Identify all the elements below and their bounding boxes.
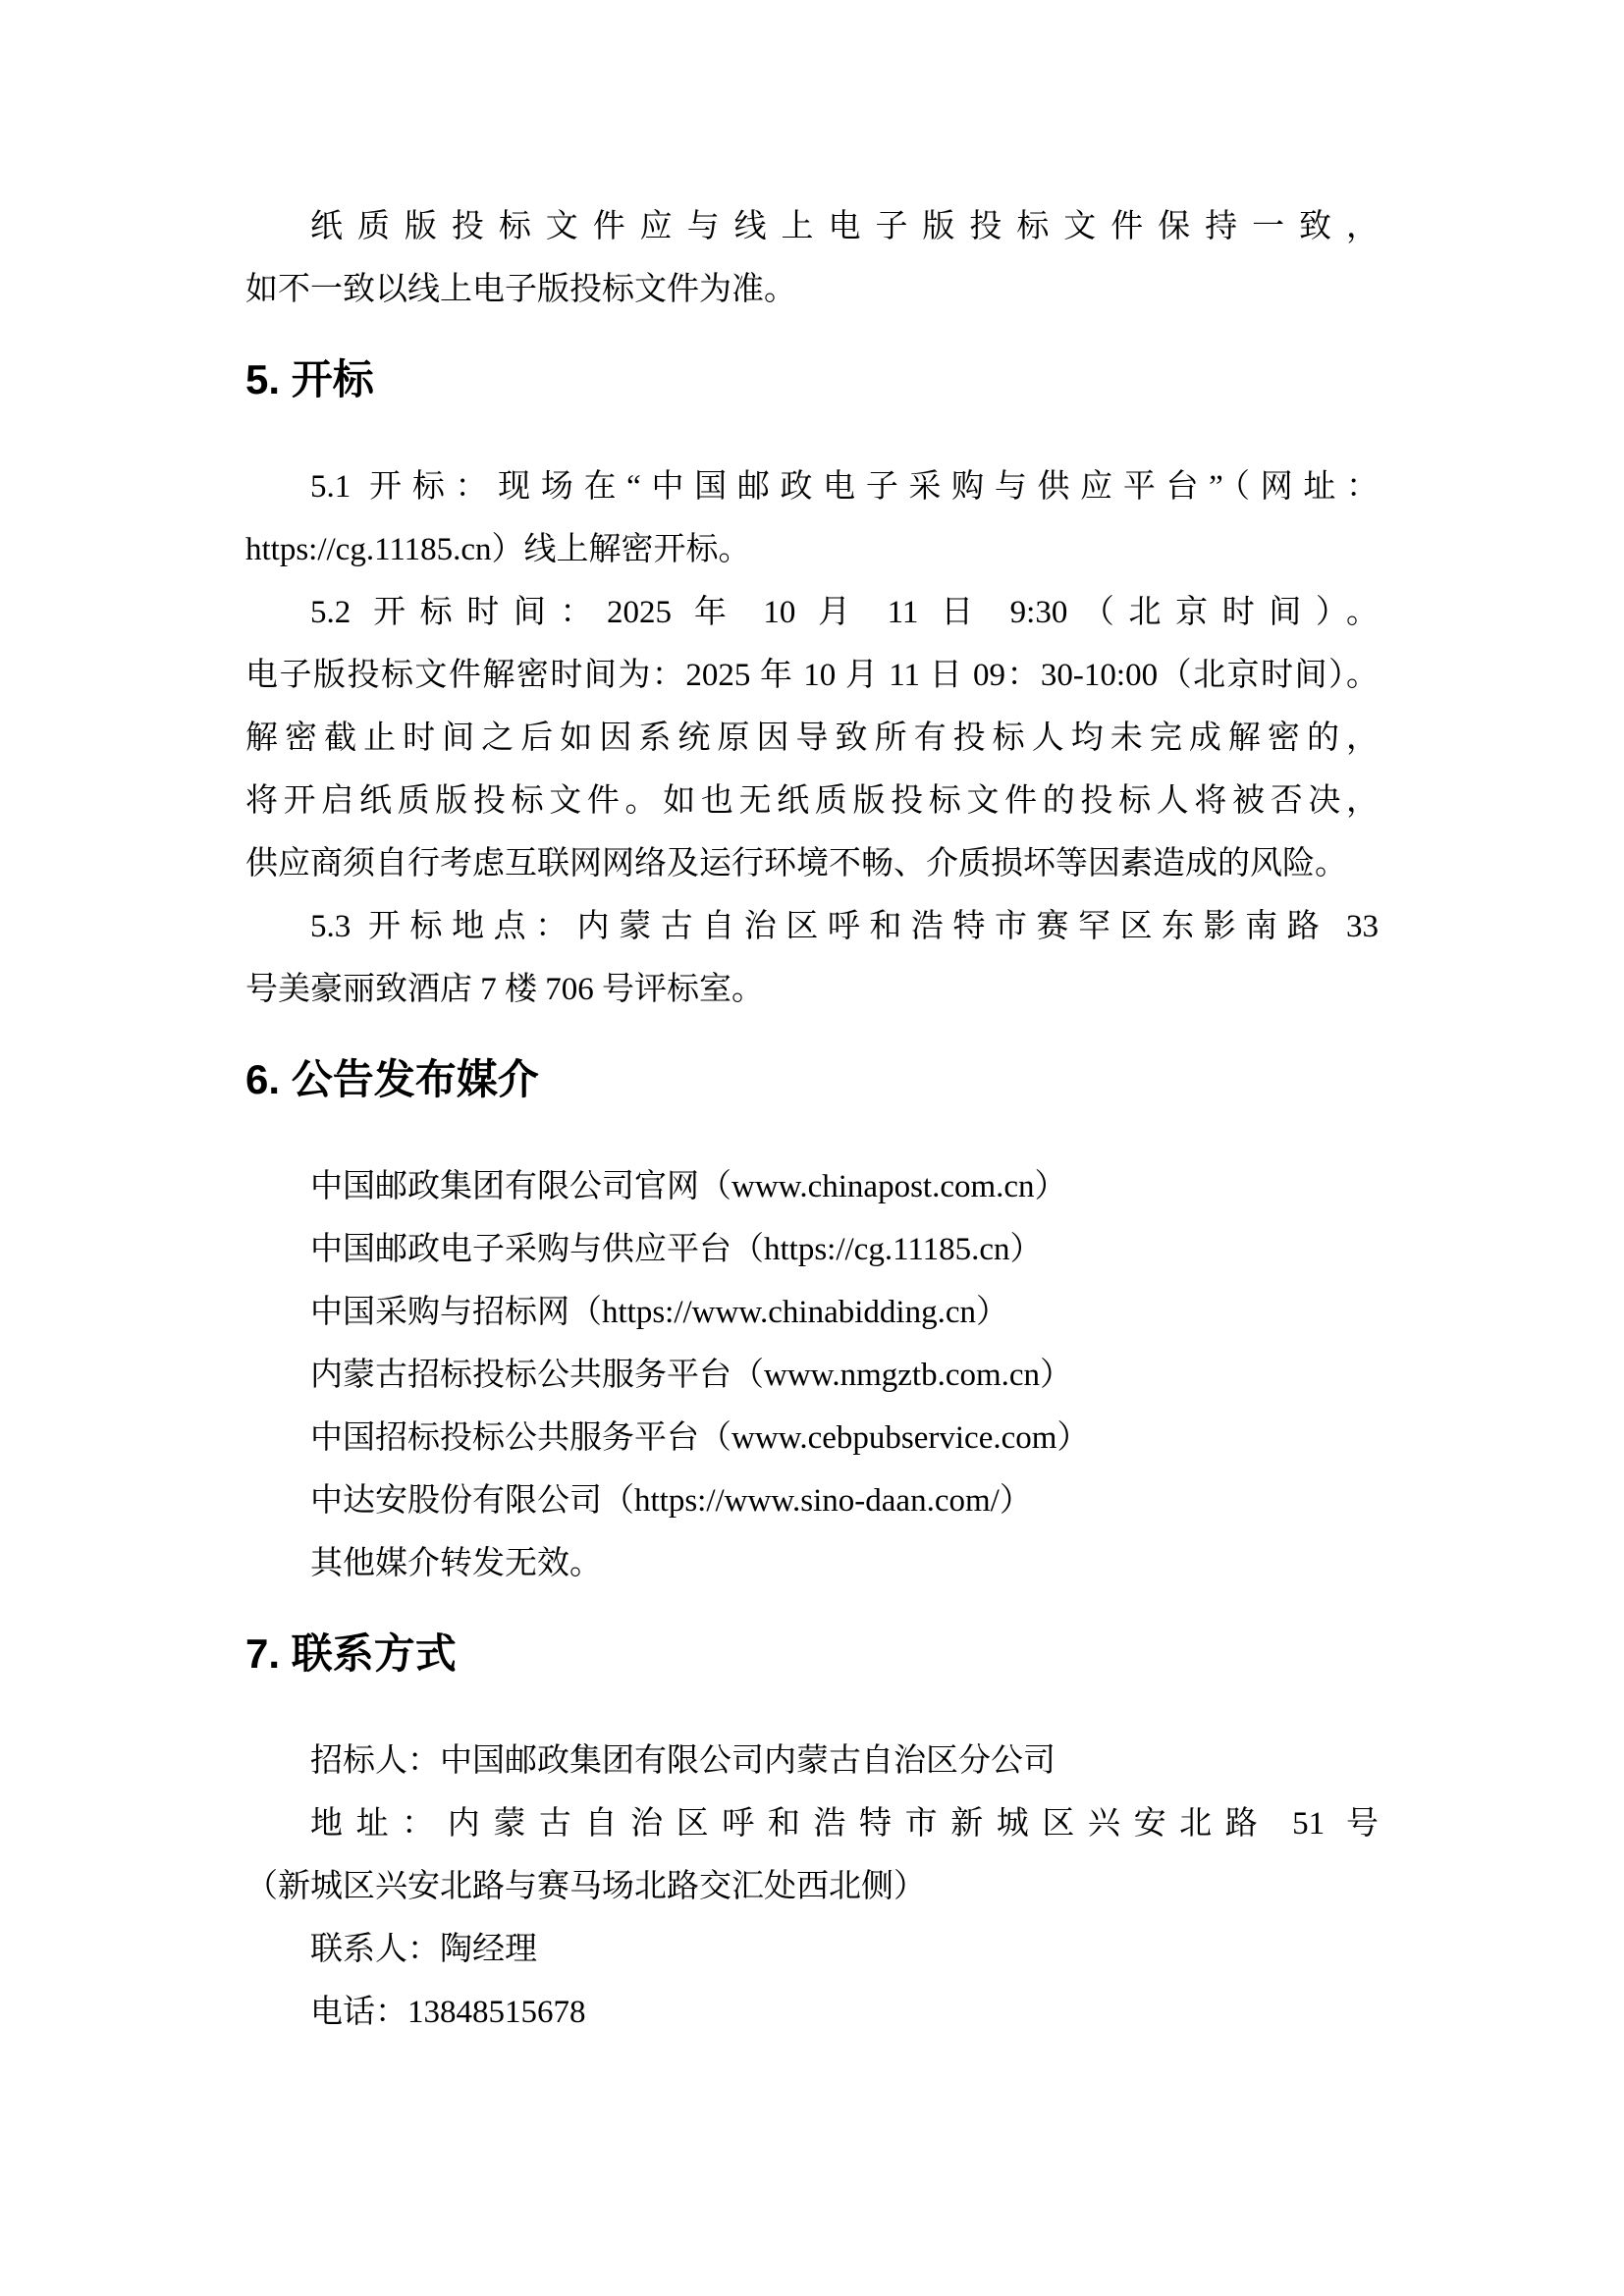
paragraph-5-3: 5.3 开标地点：内蒙古自治区呼和浩特市赛罕区东影南路 33 号美豪丽致酒店 7 楼 706 号评标室。 [245,909,1379,1007]
paragraph-5-2: 5.2 开标时间：2025 年 10 月 11 日 9:30（北京时间）。电子版投标文件解密时间为：2025 年 10 月 11 日 09：30-10:00（北京时间）。解密截止时间之后如因系统原因导致所有投标人均未完成解密的，将开启纸质版投标文件。如也无纸质版投标文件的投标人将被否决，供应商须自行考虑互联网网络及运行环境不畅、介质损坏等因素造成的风险。 [245,595,1379,881]
media-item-cebpubservice: 中国招标投标公共服务平台（www.cebpubservice.com） [310,1420,1090,1456]
contact-line-tenderer: 招标人：中国邮政集团有限公司内蒙古自治区分公司 [310,1743,1056,1779]
section7-heading: 7. 联系方式 [245,1630,457,1677]
media-note-other-invalid: 其他媒介转发无效。 [310,1546,602,1581]
contact-line-phone: 电话：13848515678 [310,1995,586,2030]
media-item-chinabidding: 中国采购与招标网（https://www.chinabidding.cn） [310,1295,1008,1330]
media-item-sino-daan: 中达安股份有限公司（https://www.sino-daan.com/） [310,1483,1032,1519]
section5-heading: 5. 开标 [245,356,374,402]
intro-paragraph: 纸质版投标文件应与线上电子版投标文件保持一致，如不一致以线上电子版投标文件为准。 [245,209,1379,307]
contact-line-address: 地址：内蒙古自治区呼和浩特市新城区兴安北路 51 号（新城区兴安北路与赛马场北路交汇处西北侧） [245,1806,1379,1904]
media-item-chinapost: 中国邮政集团有限公司官网（www.chinapost.com.cn） [310,1169,1067,1204]
contact-line-person: 联系人：陶经理 [310,1932,537,1967]
media-item-nmgztb: 内蒙古招标投标公共服务平台（www.nmgztb.com.cn） [310,1358,1073,1393]
media-item-cg11185: 中国邮政电子采购与供应平台（https://cg.11185.cn） [310,1232,1043,1267]
section6-heading: 6. 公告发布媒介 [245,1056,539,1102]
paragraph-5-1: 5.1 开标：现场在“中国邮政电子采购与供应平台”（网址：https://cg.11185.cn）线上解密开标。 [245,469,1379,567]
